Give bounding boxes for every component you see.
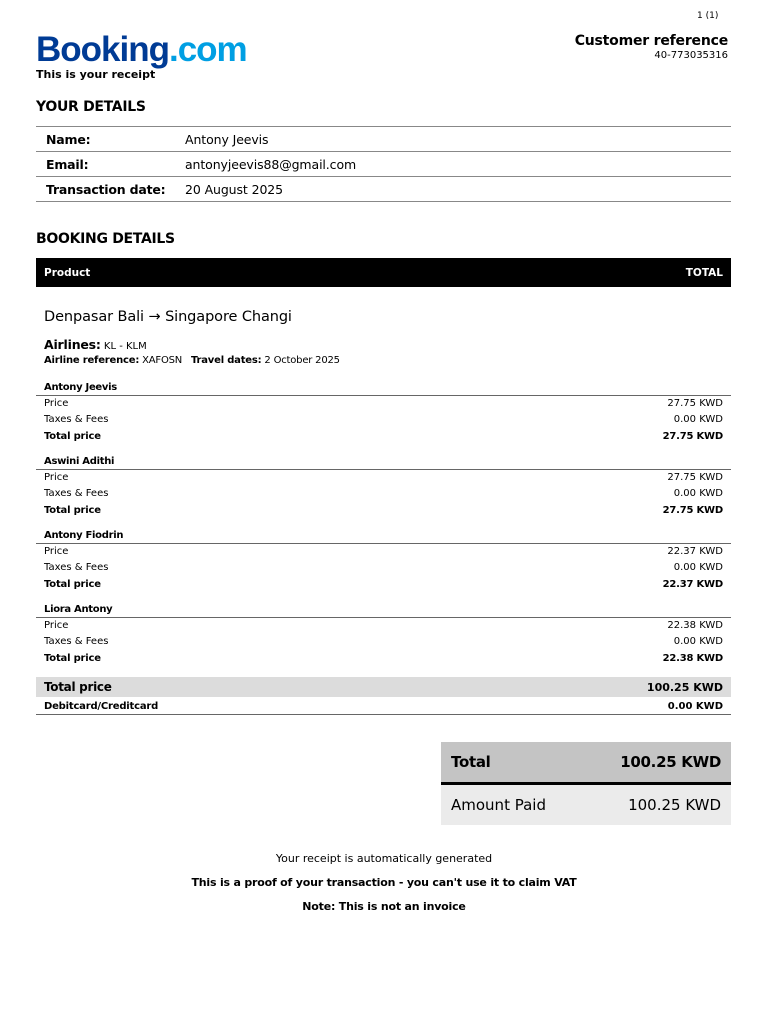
passenger-name: Aswini Adithi bbox=[36, 454, 731, 470]
total-line bbox=[36, 577, 731, 593]
tax-value: 0.00 KWD bbox=[673, 562, 723, 574]
total-value: 27.75 KWD bbox=[662, 430, 723, 442]
tax-label: Taxes & Fees bbox=[44, 488, 109, 500]
amount-paid-row bbox=[441, 785, 731, 825]
total-label: Total price bbox=[44, 504, 101, 516]
customer-reference-value: 40-773035316 bbox=[654, 50, 728, 61]
grand-total-label: Total price bbox=[44, 680, 112, 694]
receipt-subtitle: This is your receipt bbox=[36, 68, 156, 81]
total-label: Total price bbox=[44, 430, 101, 442]
total-value: 22.37 KWD bbox=[662, 578, 723, 590]
route-arrow-icon: → bbox=[148, 309, 161, 325]
airlines-label: Airlines: bbox=[44, 337, 101, 352]
price-label: Price bbox=[44, 472, 69, 483]
amount-paid-label: Amount Paid bbox=[451, 796, 546, 814]
product-header-bar bbox=[36, 258, 731, 287]
footer-invoice-note: Note: This is not an invoice bbox=[302, 900, 466, 913]
total-line bbox=[36, 429, 731, 445]
passenger-block bbox=[36, 602, 731, 667]
payment-method-row bbox=[36, 698, 731, 715]
grand-total-row bbox=[36, 677, 731, 697]
detail-row bbox=[36, 177, 731, 202]
detail-row bbox=[36, 152, 731, 177]
total-line bbox=[36, 503, 731, 519]
footer-auto-generated: Your receipt is automatically generated bbox=[275, 852, 493, 865]
total-column-header: TOTAL bbox=[685, 266, 723, 279]
passenger-block bbox=[36, 528, 731, 593]
summary-total-value: 100.25 KWD bbox=[620, 753, 721, 771]
grand-total-value: 100.25 KWD bbox=[646, 680, 723, 694]
tax-line bbox=[36, 486, 731, 502]
booking-logo bbox=[36, 30, 247, 70]
customer-reference bbox=[575, 33, 728, 61]
tax-value: 0.00 KWD bbox=[673, 636, 723, 648]
detail-key: Transaction date: bbox=[46, 181, 166, 197]
your-details-table bbox=[36, 126, 731, 202]
summary-total-row bbox=[441, 742, 731, 785]
price-line bbox=[36, 544, 731, 560]
detail-value: antonyjeevis88@gmail.com bbox=[185, 156, 357, 172]
product-column-header: Product bbox=[44, 266, 91, 279]
customer-reference-label: Customer reference bbox=[574, 33, 728, 49]
detail-value: Antony Jeevis bbox=[185, 131, 269, 147]
payment-method-value: 0.00 KWD bbox=[667, 700, 723, 712]
total-value: 27.75 KWD bbox=[662, 504, 723, 516]
detail-key: Name: bbox=[46, 131, 91, 147]
detail-row bbox=[36, 127, 731, 152]
price-label: Price bbox=[44, 398, 69, 409]
passenger-name: Liora Antony bbox=[36, 602, 731, 618]
route-destination: Singapore Changi bbox=[165, 309, 292, 325]
price-line bbox=[36, 470, 731, 486]
your-details-title: YOUR DETAILS bbox=[36, 99, 146, 115]
detail-value: 20 August 2025 bbox=[185, 181, 284, 197]
tax-label: Taxes & Fees bbox=[44, 562, 109, 574]
passenger-name: Antony Jeevis bbox=[36, 380, 731, 396]
price-value: 22.37 KWD bbox=[667, 546, 723, 557]
passenger-block bbox=[36, 454, 731, 519]
tax-value: 0.00 KWD bbox=[673, 414, 723, 426]
summary-box bbox=[441, 742, 731, 825]
price-label: Price bbox=[44, 546, 69, 557]
total-label: Total price bbox=[44, 652, 101, 664]
price-value: 27.75 KWD bbox=[667, 398, 723, 409]
flight-route bbox=[44, 309, 292, 325]
travel-dates-label: Travel dates: bbox=[191, 355, 262, 366]
footer-vat-notice: This is a proof of your transaction - you can't use it to claim VAT bbox=[191, 876, 577, 889]
price-value: 22.38 KWD bbox=[667, 620, 723, 631]
page-number: 1 (1) bbox=[697, 11, 719, 21]
price-label: Price bbox=[44, 620, 69, 631]
total-label: Total price bbox=[44, 578, 101, 590]
price-value: 27.75 KWD bbox=[667, 472, 723, 483]
airline-reference-label: Airline reference: bbox=[44, 355, 140, 366]
logo-brand: Booking bbox=[36, 30, 169, 69]
route-origin: Denpasar Bali bbox=[44, 309, 144, 325]
logo-suffix: .com bbox=[168, 30, 247, 69]
tax-label: Taxes & Fees bbox=[44, 414, 109, 426]
airlines-value: KL - KLM bbox=[103, 341, 147, 352]
travel-dates-value: 2 October 2025 bbox=[264, 355, 340, 366]
tax-line bbox=[36, 560, 731, 576]
detail-key: Email: bbox=[46, 156, 89, 172]
total-value: 22.38 KWD bbox=[662, 652, 723, 664]
price-line bbox=[36, 618, 731, 634]
passenger-block bbox=[36, 380, 731, 445]
tax-label: Taxes & Fees bbox=[44, 636, 109, 648]
summary-total-label: Total bbox=[451, 753, 491, 771]
tax-line bbox=[36, 634, 731, 650]
booking-details-title: BOOKING DETAILS bbox=[36, 231, 175, 247]
airline-reference-line bbox=[44, 355, 340, 366]
total-line bbox=[36, 651, 731, 667]
airline-reference-value: XAFOSN bbox=[142, 355, 183, 366]
passenger-name: Antony Fiodrin bbox=[36, 528, 731, 544]
payment-method-label: Debitcard/Creditcard bbox=[44, 700, 159, 712]
amount-paid-value: 100.25 KWD bbox=[628, 796, 721, 814]
airlines-line bbox=[44, 337, 147, 352]
tax-value: 0.00 KWD bbox=[673, 488, 723, 500]
price-line bbox=[36, 396, 731, 412]
tax-line bbox=[36, 412, 731, 428]
